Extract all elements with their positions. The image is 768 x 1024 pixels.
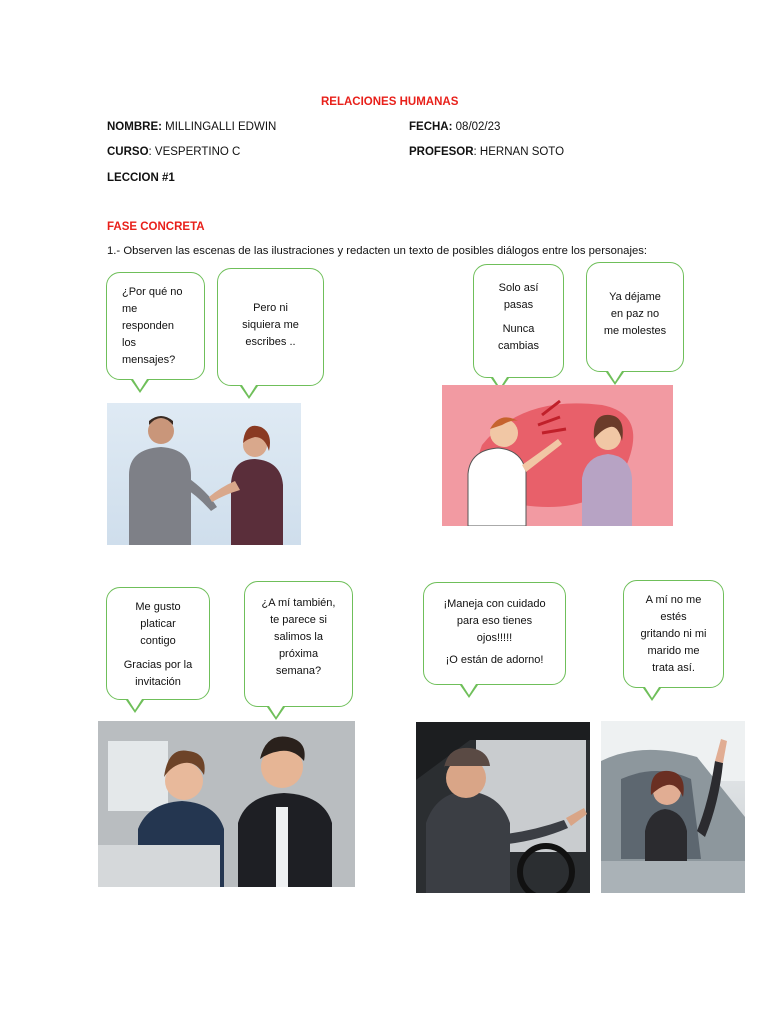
speech-bubble-8 (623, 580, 724, 688)
profesor-label: PROFESOR (409, 146, 474, 158)
bubble-line: Pero ni (253, 302, 288, 314)
bubble-line: ¿A mí también, (261, 597, 336, 609)
bubble-line: escribes .. (245, 336, 296, 348)
fecha-label: FECHA: (409, 121, 453, 133)
bubble-line: Gracias por la (123, 659, 193, 671)
bubble-line: Solo así (498, 282, 539, 294)
bubble-line: Ya déjame (609, 291, 661, 303)
bubble-line: trata así. (652, 662, 695, 674)
bubble-line: gritando ni mi (640, 628, 707, 640)
nombre-label: NOMBRE: (107, 121, 162, 133)
bubble-line: semana? (275, 665, 322, 677)
bubble-line: ¡O están de adorno! (445, 654, 544, 666)
bubble-line: platicar (140, 618, 176, 630)
bubble-line: me molestes (603, 325, 667, 337)
speech-bubble-7 (423, 582, 566, 685)
bubble-line: los (122, 337, 137, 349)
speech-bubble-4 (586, 262, 684, 372)
photo-angry-driver (416, 722, 590, 893)
bubble-line: ojos!!!!! (476, 632, 513, 644)
profesor-line (409, 146, 564, 158)
section-title: FASE CONCRETA (107, 221, 205, 233)
speech-bubble-5 (106, 587, 210, 700)
fecha-value: 08/02/23 (452, 121, 501, 133)
bubble-line: mensajes? (122, 354, 176, 366)
bubble-line: Me gusto (135, 601, 181, 613)
bubble-line: cambias (498, 340, 539, 352)
instruction-text: 1.- Observen las escenas de las ilustraciones y redacten un texto de posibles diálogos entre los personajes: (107, 245, 648, 257)
speech-bubble-3 (473, 264, 564, 378)
nombre-line (107, 121, 276, 133)
bubble-line: estés (660, 611, 687, 623)
photo-couple-arguing (107, 403, 301, 545)
bubble-line: Nunca (502, 323, 535, 335)
bubble-line: salimos la (274, 631, 323, 643)
bubble-line: te parece si (270, 614, 327, 626)
bubble-line: para eso tienes (456, 615, 533, 627)
photo-cartoon-shouting (442, 385, 673, 526)
bubble-line: ¡Maneja con cuidado (443, 598, 546, 610)
speech-bubble-2 (217, 268, 324, 386)
speech-bubble-6 (244, 581, 353, 707)
bubble-line: siquiera me (242, 319, 299, 331)
bubble-line: próxima (278, 648, 319, 660)
speech-bubble-1 (106, 272, 205, 380)
bubble-line: pasas (503, 299, 534, 311)
bubble-line: en paz no (610, 308, 660, 320)
bubble-line: ¿Por qué no (122, 286, 183, 298)
bubble-line: responden (122, 320, 174, 332)
bubble-line: me (122, 303, 138, 315)
photo-angry-woman-car (601, 721, 745, 893)
bubble-line: contigo (140, 635, 176, 647)
bubble-line: invitación (135, 676, 181, 688)
curso-label: CURSO (107, 146, 149, 158)
nombre-value: MILLINGALLI EDWIN (161, 121, 277, 133)
profesor-value: : HERNAN SOTO (473, 146, 565, 158)
page-title: RELACIONES HUMANAS (321, 96, 459, 108)
fecha-line (409, 121, 500, 133)
curso-line (107, 146, 240, 158)
bubble-line: marido me (647, 645, 700, 657)
leccion-label: LECCION #1 (107, 172, 175, 184)
bubble-line: A mí no me (645, 594, 702, 606)
curso-value: : VESPERTINO C (148, 146, 241, 158)
photo-car-conversation (98, 721, 355, 887)
